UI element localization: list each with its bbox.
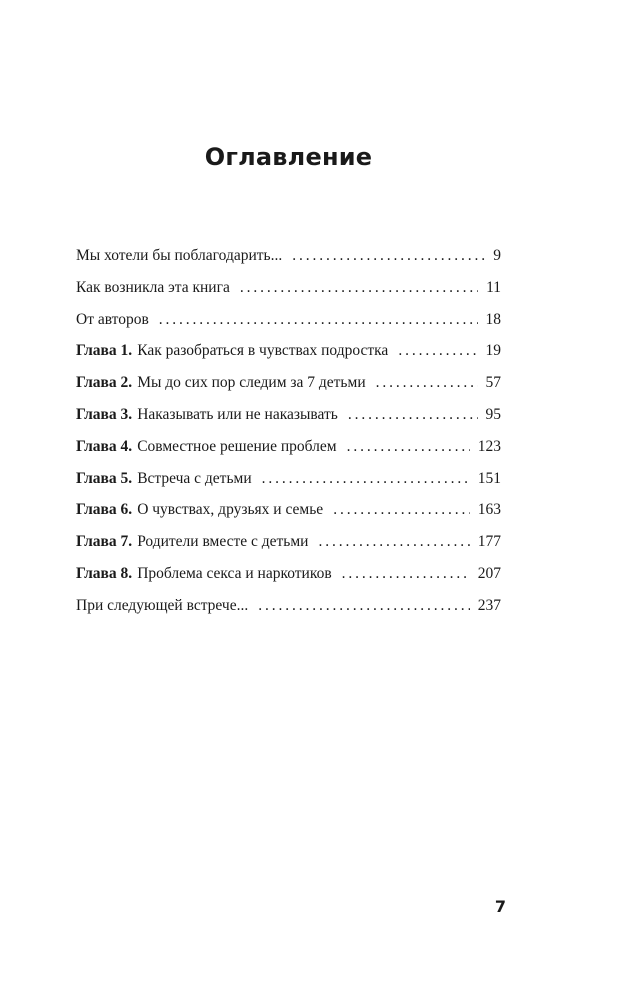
toc-entry-book-origin[interactable] (76, 272, 501, 304)
toc-entry-title: Мы хотели бы поблагодарить... (76, 247, 283, 264)
toc-entry-chapter-1[interactable] (76, 335, 501, 367)
toc-entry-chapter-4[interactable] (76, 431, 501, 463)
toc-entry-page: 237 (477, 596, 501, 614)
toc-entry-acknowledgements[interactable] (76, 240, 501, 272)
table-of-contents (76, 240, 501, 622)
dot-leader (258, 590, 470, 622)
toc-entry-prefix: Глава 5. (76, 469, 133, 487)
toc-entry-chapter-8[interactable] (76, 558, 501, 590)
toc-entry-title: Как возникла эта книга (76, 278, 230, 296)
toc-entry-prefix: Глава 3. (76, 405, 133, 423)
toc-entry-chapter-2[interactable] (76, 367, 501, 399)
dot-leader (292, 240, 485, 272)
toc-entry-page: 11 (486, 278, 501, 296)
toc-entry-title: Проблема секса и наркотиков (137, 564, 332, 582)
toc-entry-page: 9 (493, 247, 501, 264)
dot-leader (333, 494, 470, 526)
toc-entry-page: 19 (485, 342, 501, 360)
toc-entry-chapter-6[interactable] (76, 494, 501, 526)
toc-entry-page: 151 (477, 469, 501, 487)
toc-entry-title: Родители вместе с детьми (137, 533, 309, 551)
toc-entry-chapter-5[interactable] (76, 463, 501, 495)
toc-entry-prefix: Глава 1. (76, 342, 133, 360)
dot-leader (376, 367, 478, 399)
toc-entry-page: 207 (477, 564, 501, 582)
dot-leader (342, 558, 470, 590)
page-title: Оглавление (204, 143, 373, 171)
toc-entry-title: Мы до сих пор следим за 7 детьми (137, 374, 366, 392)
toc-entry-from-authors[interactable] (76, 304, 501, 336)
toc-entry-title: От авторов (76, 310, 149, 328)
toc-entry-page: 18 (485, 310, 501, 328)
dot-leader (398, 335, 477, 367)
toc-entry-chapter-7[interactable] (76, 526, 501, 558)
toc-entry-chapter-3[interactable] (76, 399, 501, 431)
toc-entry-prefix: Глава 4. (76, 437, 133, 455)
page-number: 7 (494, 897, 506, 916)
toc-entry-prefix: Глава 7. (76, 533, 133, 551)
toc-entry-page: 95 (485, 405, 501, 423)
toc-entry-title: Встреча с детьми (137, 469, 252, 487)
toc-entry-title: О чувствах, друзьях и семье (137, 501, 324, 519)
toc-entry-title: Наказывать или не наказывать (137, 405, 338, 423)
toc-entry-next-meeting[interactable] (76, 590, 501, 622)
toc-entry-prefix: Глава 6. (76, 501, 133, 519)
toc-entry-page: 57 (485, 374, 501, 392)
toc-entry-page: 163 (477, 501, 501, 519)
dot-leader (347, 431, 470, 463)
toc-entry-prefix: Глава 8. (76, 564, 133, 582)
dot-leader (240, 272, 478, 304)
dot-leader (262, 463, 470, 495)
toc-entry-prefix: Глава 2. (76, 374, 133, 392)
toc-entry-page: 177 (477, 533, 501, 551)
dot-leader (159, 304, 478, 336)
dot-leader (348, 399, 478, 431)
dot-leader (318, 526, 469, 558)
toc-entry-title: Как разобраться в чувствах подростка (137, 342, 389, 360)
toc-entry-title: При следующей встрече... (76, 596, 249, 614)
toc-entry-page: 123 (477, 437, 501, 455)
toc-entry-title: Совместное решение проблем (137, 437, 337, 455)
